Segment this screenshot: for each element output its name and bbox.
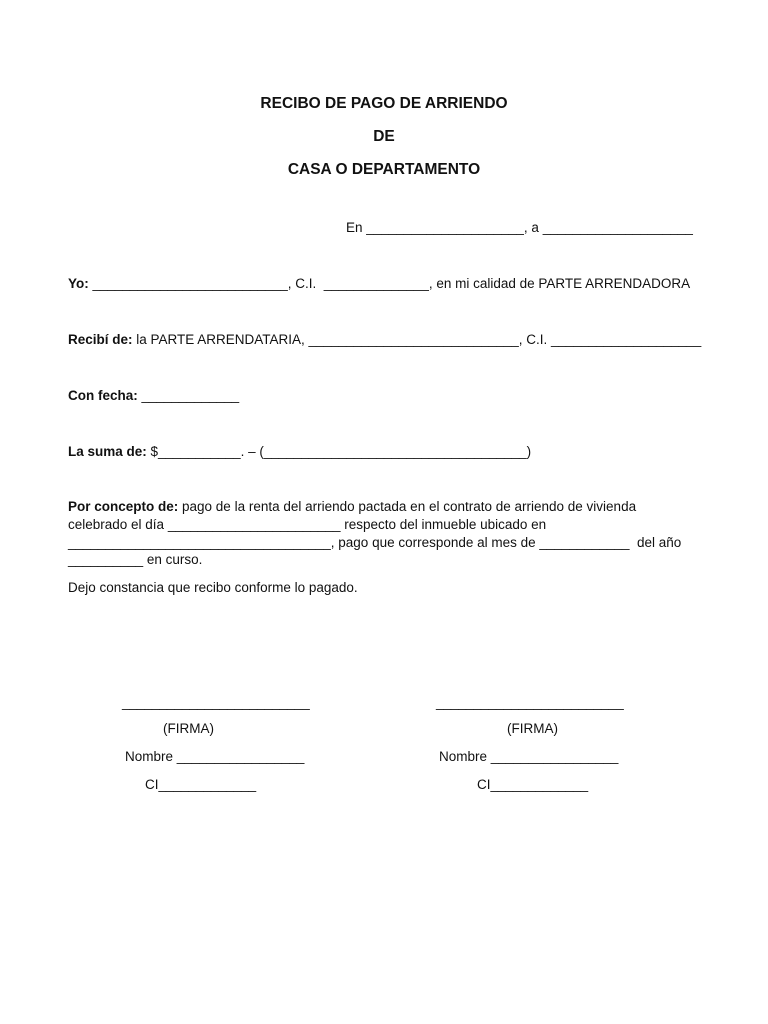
ci-line-right: CI_____________ [477,777,589,792]
firma-label-left: (FIRMA) [163,721,214,736]
con-fecha-text: _____________ [137,388,240,403]
signature-line-right: _________________________ [436,695,624,710]
yo-text: __________________________, C.I. ______________, en mi calidad de PARTE ARRENDADORA [88,276,691,291]
firma-label-right: (FIRMA) [507,721,558,736]
concepto-line-4: __________ en curso. [68,552,203,567]
place-date-line: En _____________________, a ____________________ [346,220,693,235]
document-title-line-1: RECIBO DE PAGO DE ARRIENDO [260,95,508,112]
concepto-line-1 [68,498,636,515]
nombre-line-right: Nombre _________________ [439,749,619,764]
recibi-label: Recibí de: [68,332,133,347]
con-fecha-label: Con fecha: [68,388,138,403]
constancia-line: Dejo constancia que recibo conforme lo pagado. [68,580,358,595]
recibi-line [68,331,701,348]
yo-line [68,275,690,292]
recibi-text: la PARTE ARRENDATARIA, ____________________________, C.I. ____________________ [132,332,702,347]
ci-line-left: CI_____________ [145,777,257,792]
signature-line-left: _________________________ [122,695,310,710]
con-fecha-line [68,387,239,404]
suma-line [68,443,531,460]
yo-label: Yo: [68,276,89,291]
concepto-label: Por concepto de: [68,499,179,514]
concepto-text-1: pago de la renta del arriendo pactada en el contrato de arriendo de vivienda [178,499,637,514]
concepto-line-2: celebrado el día _______________________ respecto del inmueble ubicado en [68,517,547,532]
suma-label: La suma de: [68,444,147,459]
document-title-line-3: CASA O DEPARTAMENTO [287,161,481,178]
document-title-line-2: DE [373,128,395,145]
concepto-line-3: ___________________________________, pago que corresponde al mes de ____________ del año [68,535,682,550]
nombre-line-left: Nombre _________________ [125,749,305,764]
suma-text: $___________. – (___________________________________) [146,444,532,459]
